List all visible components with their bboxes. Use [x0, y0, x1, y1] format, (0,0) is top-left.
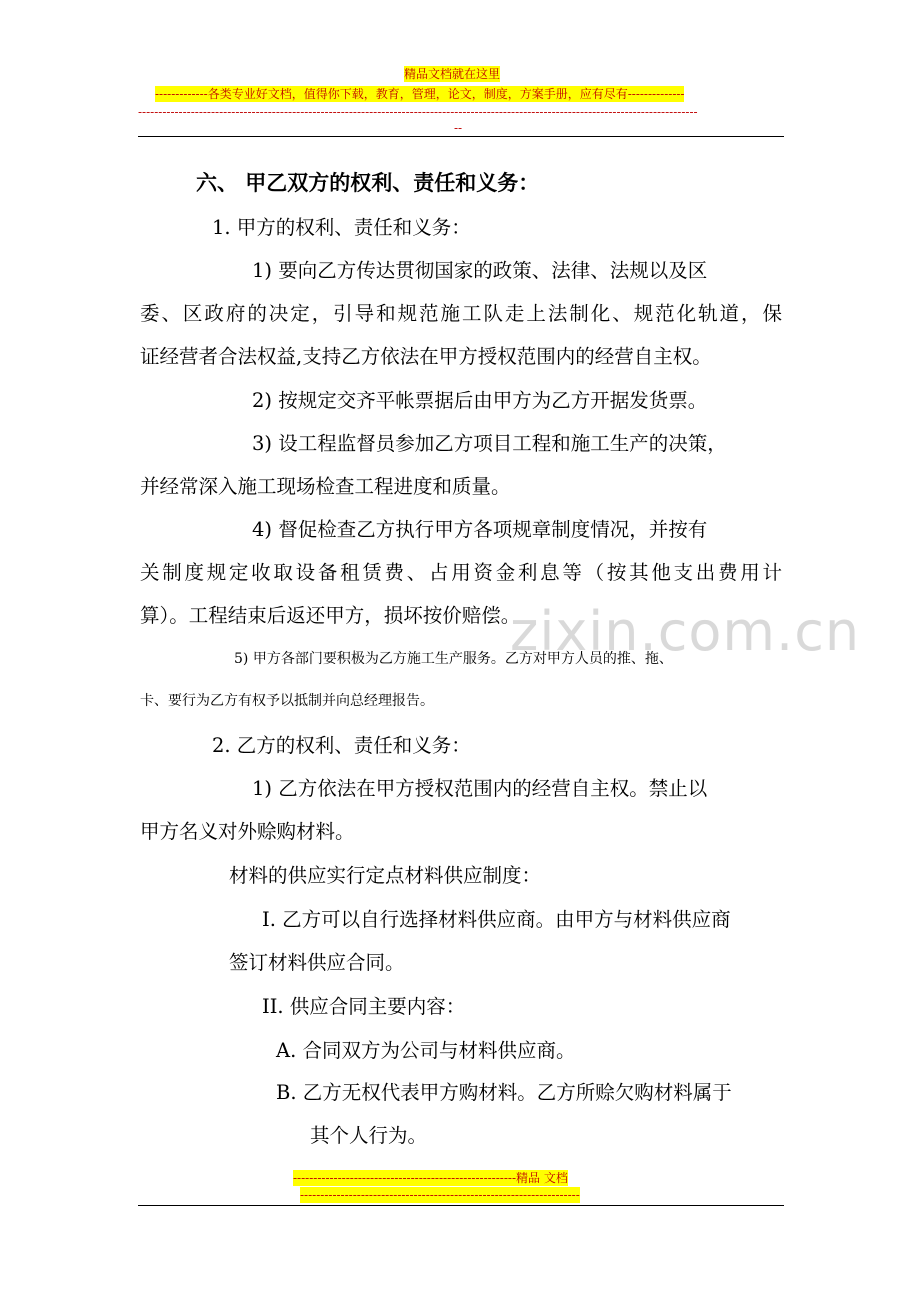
roman-1-line-2: 签订材料供应合同。 — [229, 951, 405, 974]
party-a-item-1-line-2: 委、区政府的决定，引导和规范施工队走上法制化、规范化轨道，保 — [140, 302, 782, 325]
subsection-2-title: 2. 乙方的权利、责任和义务： — [212, 734, 471, 757]
item-b-line-1: B. 乙方无权代表甲方购材料。乙方所赊欠购材料属于 — [276, 1081, 732, 1104]
footer-rule — [138, 1205, 784, 1206]
party-a-item-3-line-1: 3) 设工程监督员参加乙方项目工程和施工生产的决策， — [252, 432, 727, 455]
section-title: 六、 甲乙双方的权利、责任和义务： — [196, 170, 540, 195]
party-a-item-1-line-3: 证经营者合法权益,支持乙方依法在甲方授权范围内的经营自主权。 — [140, 345, 712, 368]
party-b-item-1-line-2: 甲方名义对外赊购材料。 — [140, 820, 355, 843]
party-a-item-1-line-1: 1) 要向乙方传达贯彻国家的政策、法律、法规以及区 — [252, 259, 708, 282]
party-a-item-2: 2) 按规定交齐平帐票据后由甲方为乙方开据发货票。 — [252, 389, 708, 412]
party-b-item-1-line-1: 1) 乙方依法在甲方授权范围内的经营自主权。禁止以 — [252, 777, 708, 800]
party-a-item-4-line-2: 关制度规定收取设备租赁费、占用资金利息等（按其他支出费用计 — [140, 561, 782, 584]
header-rule — [138, 136, 784, 137]
header-dash-line: ------------------------------------------------------------------------------------------------------------------------------------------ — [138, 105, 698, 119]
watermark: zixin.com.cn — [510, 600, 861, 663]
roman-1-line-1: I. 乙方可以自行选择材料供应商。由甲方与材料供应商 — [262, 908, 731, 931]
party-a-item-5-line-2: 卡、要行为乙方有权予以抵制并向总经理报告。 — [140, 693, 434, 709]
footer-banner-line-1: -------------------------------------------------------精品 文档 — [293, 1171, 568, 1185]
roman-2-line-1: II. 供应合同主要内容： — [262, 995, 466, 1018]
footer-banner-line-2: --------------------------------------------------------------------- — [300, 1188, 580, 1202]
header-sub-banner: -------------各类专业好文档，值得你下载，教育，管理，论文，制度，方案手册，应有尽有-------------- — [155, 87, 685, 101]
subsection-1-title: 1. 甲方的权利、责任和义务： — [212, 216, 471, 239]
header-dash-line-tail: -- — [454, 121, 463, 135]
party-a-item-4-line-3: 算）。工程结束后返还甲方，损坏按价赔偿。 — [140, 604, 521, 627]
party-a-item-5-line-1: 5) 甲方各部门要积极为乙方施工生产服务。乙方对甲方人员的推、拖、 — [234, 651, 673, 667]
material-supply-line: 材料的供应实行定点材料供应制度： — [229, 864, 542, 887]
party-a-item-4-line-1: 4) 督促检查乙方执行甲方各项规章制度情况，并按有 — [252, 518, 708, 541]
header-top-banner: 精品文档就在这里 — [404, 67, 501, 81]
item-b-line-2: 其个人行为。 — [310, 1124, 428, 1147]
party-a-item-3-line-2: 并经常深入施工现场检查工程进度和质量。 — [140, 475, 511, 498]
item-a-line: A. 合同双方为公司与材料供应商。 — [276, 1039, 576, 1062]
